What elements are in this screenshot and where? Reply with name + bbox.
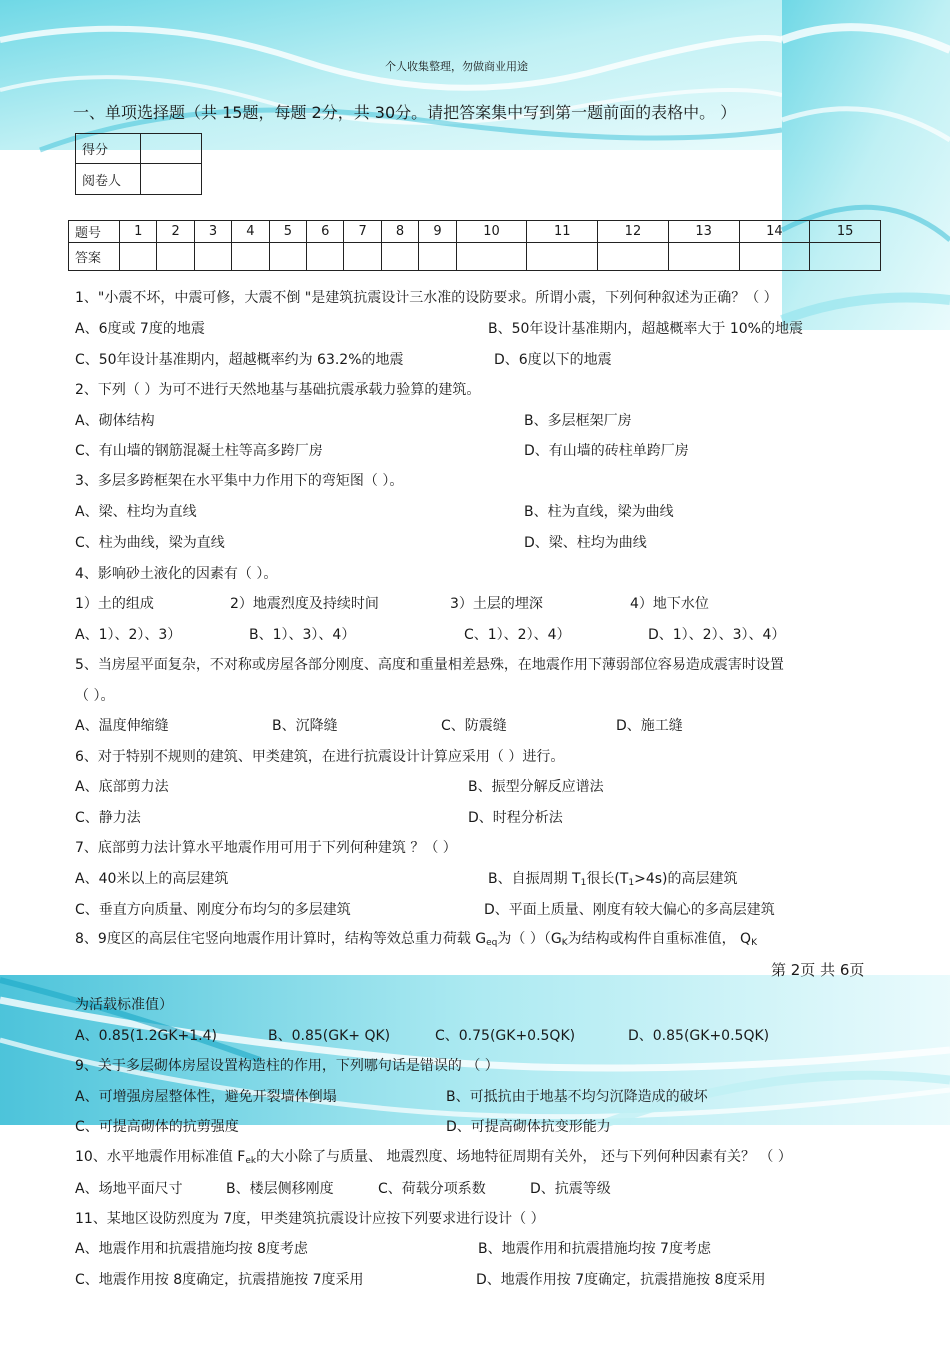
question-number: 6 [307, 221, 344, 243]
option-5b: B、沉降缝 [272, 718, 338, 734]
answer-cell[interactable] [307, 243, 344, 271]
option-4a: A、1）、2）、3） [75, 627, 182, 643]
option-2b: B、多层框架厂房 [524, 413, 632, 429]
option-6b: B、振型分解反应谱法 [468, 779, 604, 795]
score-cell[interactable] [141, 134, 202, 164]
option-4d: D、1）、2）、3）、4） [648, 627, 786, 643]
factor-3: 3）土层的埋深 [450, 596, 543, 612]
factor-2: 2）地震烈度及持续时间 [230, 596, 379, 612]
option-1b: B、50年设计基准期内，超越概率大于 10%的地震 [488, 321, 803, 337]
score-table [75, 133, 202, 195]
option-2c: C、有山墙的钢筋混凝土柱等高多跨厂房 [75, 443, 323, 459]
question-1: 1、"小震不坏，中震可修，大震不倒 "是建筑抗震设计三水准的设防要求。所谓小震，下列何种叙述为正确？（ ） [75, 290, 778, 306]
section-title: 一、单项选择题（共 15题，每题 2分，共 30分。请把答案集中写到第一题前面的表格中。 ） [73, 103, 737, 122]
question-number: 2 [157, 221, 194, 243]
question-number: 1 [120, 221, 157, 243]
option-8a: A、0.85(1.2GK+1.4) [75, 1028, 217, 1044]
question-8-cont: 为活载标准值） [75, 997, 173, 1013]
option-1a: A、6度或 7度的地震 [75, 321, 205, 337]
question-number: 7 [344, 221, 381, 243]
question-number: 9 [419, 221, 456, 243]
option-10d: D、抗震等级 [530, 1181, 611, 1197]
option-9d: D、可提高砌体抗变形能力 [446, 1119, 611, 1135]
option-7c: C、垂直方向质量、刚度分布均匀的多层建筑 [75, 902, 351, 918]
answer-cell[interactable] [120, 243, 157, 271]
answer-cell[interactable] [419, 243, 456, 271]
question-number: 13 [668, 221, 739, 243]
question-5: 5、当房屋平面复杂，不对称或房屋各部分刚度、高度和重量相差悬殊，在地震作用下薄弱部位容易造成震害时设置 [75, 657, 784, 673]
option-7b: B、自振周期 $T_1$很长$(T_1>4s)$的高层建筑 [488, 871, 738, 888]
question-10: 10、水平地震作用标准值 $F_{ek}$的大小除了与质量、 地震烈度、场地特征周期有关外， 还与下列何种因素有关？ （ ） [75, 1149, 792, 1166]
option-5d: D、施工缝 [616, 718, 683, 734]
option-6d: D、时程分析法 [468, 810, 563, 826]
question-6: 6、对于特别不规则的建筑、甲类建筑，在进行抗震设计计算应采用（ ）进行。 [75, 749, 565, 765]
question-9: 9、关于多层砌体房屋设置构造柱的作用，下列哪句话是错误的 （ ） [75, 1058, 499, 1074]
factor-1: 1）土的组成 [75, 596, 154, 612]
option-11a: A、地震作用和抗震措施均按 8度考虑 [75, 1241, 308, 1257]
option-9a: A、可增强房屋整体性，避免开裂墙体倒塌 [75, 1089, 337, 1105]
factor-4: 4）地下水位 [630, 596, 709, 612]
question-number: 10 [456, 221, 527, 243]
question-number: 8 [381, 221, 418, 243]
option-3a: A、梁、柱均为直线 [75, 504, 197, 520]
question-number: 4 [232, 221, 269, 243]
question-number: 15 [810, 221, 881, 243]
question-4: 4、影响砂土液化的因素有（ ）。 [75, 566, 278, 582]
option-3c: C、柱为曲线，梁为直线 [75, 535, 225, 551]
answer-cell[interactable] [232, 243, 269, 271]
option-1d: D、6度以下的地震 [494, 352, 612, 368]
reviewer-cell[interactable] [141, 164, 202, 195]
header-note: 个人收集整理，勿做商业用途 [385, 60, 528, 73]
option-11d: D、地震作用按 7度确定，抗震措施按 8度采用 [476, 1272, 766, 1288]
option-2d: D、有山墙的砖柱单跨厂房 [524, 443, 689, 459]
question-number: 14 [739, 221, 810, 243]
option-10a: A、场地平面尺寸 [75, 1181, 183, 1197]
answer-cell[interactable] [527, 243, 598, 271]
question-11: 11、某地区设防烈度为 7度，甲类建筑抗震设计应按下列要求进行设计（ ） [75, 1211, 545, 1227]
option-8b: B、0.85(GK+ QK) [268, 1028, 391, 1044]
reviewer-label: 阅卷人 [76, 164, 141, 195]
question-8: 8、9度区的高层住宅竖向地震作用计算时，结构等效总重力荷载 $G_{eq}$为（ ）（$G_K$为结构或构件自重标准值， $Q_K$ [75, 931, 757, 948]
option-8c: C、0.75(GK+0.5QK) [435, 1028, 576, 1044]
score-label: 得分 [76, 134, 141, 164]
question-2: 2、下列（ ）为可不进行天然地基与基础抗震承载力验算的建筑。 [75, 382, 481, 398]
question-number: 11 [527, 221, 598, 243]
answer-cell[interactable] [194, 243, 231, 271]
option-9b: B、可抵抗由于地基不均匀沉降造成的破坏 [446, 1089, 708, 1105]
option-3b: B、柱为直线，梁为曲线 [524, 504, 674, 520]
answer-cell[interactable] [598, 243, 669, 271]
question-number-label: 题号 [69, 221, 120, 243]
option-5c: C、防震缝 [441, 718, 507, 734]
answer-cell[interactable] [269, 243, 306, 271]
option-11b: B、地震作用和抗震措施均按 7度考虑 [478, 1241, 711, 1257]
option-6c: C、静力法 [75, 810, 141, 826]
option-6a: A、底部剪力法 [75, 779, 169, 795]
question-7: 7、底部剪力法计算水平地震作用可用于下列何种建筑 ？（ ） [75, 840, 457, 856]
question-3: 3、多层多跨框架在水平集中力作用下的弯矩图（ ）。 [75, 473, 404, 489]
option-3d: D、梁、柱均为曲线 [524, 535, 647, 551]
option-2a: A、砌体结构 [75, 413, 155, 429]
option-10c: C、荷载分项系数 [378, 1181, 486, 1197]
option-5a: A、温度伸缩缝 [75, 718, 169, 734]
option-9c: C、可提高砌体的抗剪强度 [75, 1119, 239, 1135]
option-8d: D、0.85(GK+0.5QK) [628, 1028, 770, 1044]
page-number: 第 2页 共 6页 [771, 961, 865, 979]
answer-cell[interactable] [668, 243, 739, 271]
option-4c: C、1）、2）、4） [464, 627, 571, 643]
option-1c: C、50年设计基准期内，超越概率约为 63.2%的地震 [75, 352, 404, 368]
answer-cell[interactable] [157, 243, 194, 271]
question-number: 12 [598, 221, 669, 243]
question-number: 5 [269, 221, 306, 243]
option-7d: D、平面上质量、刚度有较大偏心的多高层建筑 [484, 902, 775, 918]
answer-cell[interactable] [739, 243, 810, 271]
option-7a: A、40米以上的高层建筑 [75, 871, 229, 887]
question-5-cont: （ ）。 [75, 688, 115, 704]
answer-cell[interactable] [344, 243, 381, 271]
answer-cell[interactable] [381, 243, 418, 271]
option-4b: B、1）、3）、4） [249, 627, 356, 643]
answer-cell[interactable] [810, 243, 881, 271]
option-11c: C、地震作用按 8度确定，抗震措施按 7度采用 [75, 1272, 364, 1288]
question-number: 3 [194, 221, 231, 243]
answer-cell[interactable] [456, 243, 527, 271]
answer-label: 答案 [69, 243, 120, 271]
option-10b: B、楼层侧移刚度 [226, 1181, 334, 1197]
answer-table [68, 220, 881, 271]
